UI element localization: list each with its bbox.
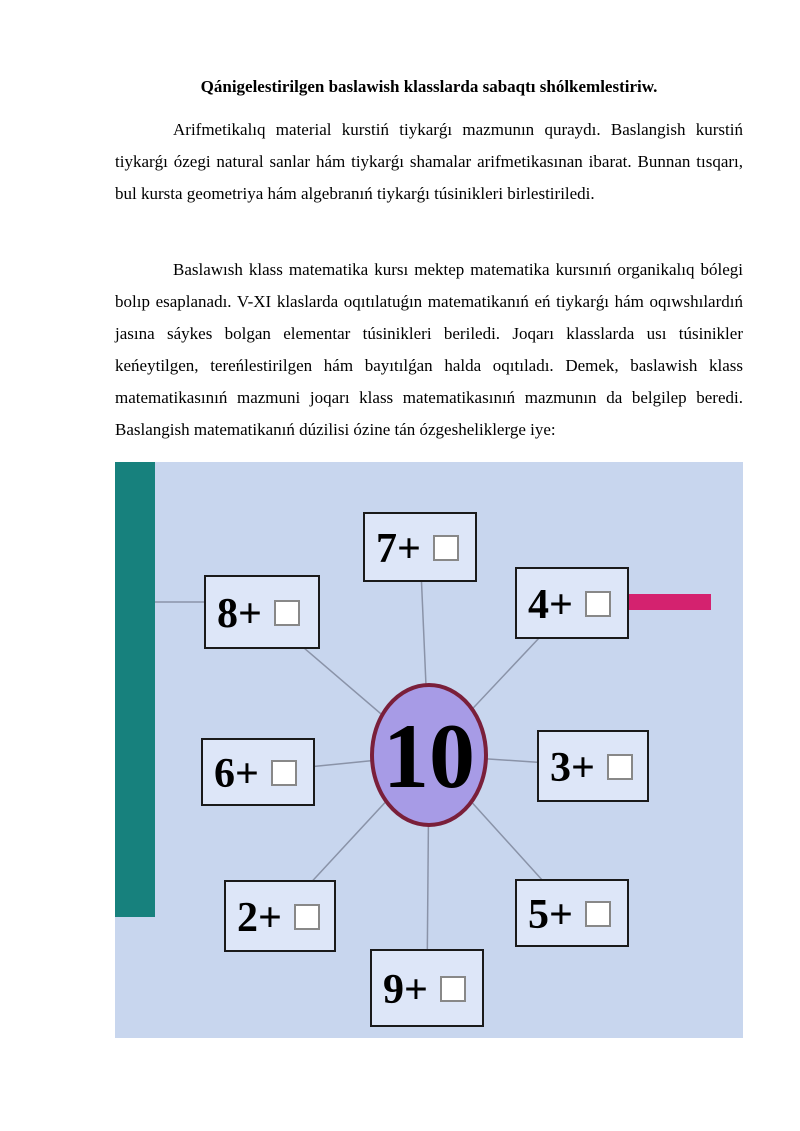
- addition-label: 4+: [528, 582, 573, 628]
- addition-box: [516, 880, 628, 946]
- answer-box[interactable]: [275, 601, 299, 625]
- paragraph-1: Arifmetikalıq material kurstiń tiykarǵı mazmunın quraydı. Baslangish kurstiń tiykarǵı ózegi natural sanlar hám tiykarǵı shamalar arifmetikasınan ibarat. Bunnan tısqarı, bul kursta geometriya hám algebranıń tiykarǵı túsinikleri birlestiriledi.: [115, 120, 743, 203]
- addition-box: [205, 576, 319, 648]
- document-title: Qánigelestirilgen baslawish klasslarda sabaqtı shólkemlestiriw.: [200, 77, 658, 96]
- addition-label: 7+: [376, 526, 421, 572]
- number-composition-figure: [115, 462, 743, 1038]
- addition-box: [516, 568, 628, 638]
- accent-bar: [627, 594, 711, 610]
- answer-box[interactable]: [295, 905, 319, 929]
- addition-box: [364, 513, 476, 581]
- center-circle: [372, 685, 486, 825]
- addition-label: 8+: [217, 591, 262, 637]
- addition-label: 3+: [550, 745, 595, 791]
- center-number: 10: [383, 705, 475, 807]
- paragraph-2: Baslawısh klass matematika kursı mektep matematika kursınıń organikalıq bólegi bolıp esaplanadı. V-XI klaslarda oqıtılatuǵın matematikanıń eń tiykarǵı hám oqıwshılardıń jasına sáykes bolgan elementar túsinikleri beriledi. Joqarı klasslarda usı túsinikler keńeytilgen, tereńlestirilgen hám bayıtılǵan halda oqıtıladı. Demek, baslawish klass matematikasınıń mazmuni joqarı klass matematikasınıń mazmunın da belgilep beredi. Baslangish matematikanıń dúzilisi ózine tán ózgesheliklerge iye:: [115, 260, 743, 439]
- answer-box[interactable]: [441, 977, 465, 1001]
- addition-label: 9+: [383, 967, 428, 1013]
- answer-box[interactable]: [608, 755, 632, 779]
- addition-label: 2+: [237, 895, 282, 941]
- answer-box[interactable]: [586, 592, 610, 616]
- addition-box: [371, 950, 483, 1026]
- addition-label: 5+: [528, 892, 573, 938]
- addition-box: [225, 881, 335, 951]
- addition-label: 6+: [214, 751, 259, 797]
- answer-box[interactable]: [434, 536, 458, 560]
- answer-box[interactable]: [272, 761, 296, 785]
- addition-box: [538, 731, 648, 801]
- answer-box[interactable]: [586, 902, 610, 926]
- side-bar: [115, 462, 155, 917]
- addition-box: [202, 739, 314, 805]
- figure-svg: [115, 462, 743, 1038]
